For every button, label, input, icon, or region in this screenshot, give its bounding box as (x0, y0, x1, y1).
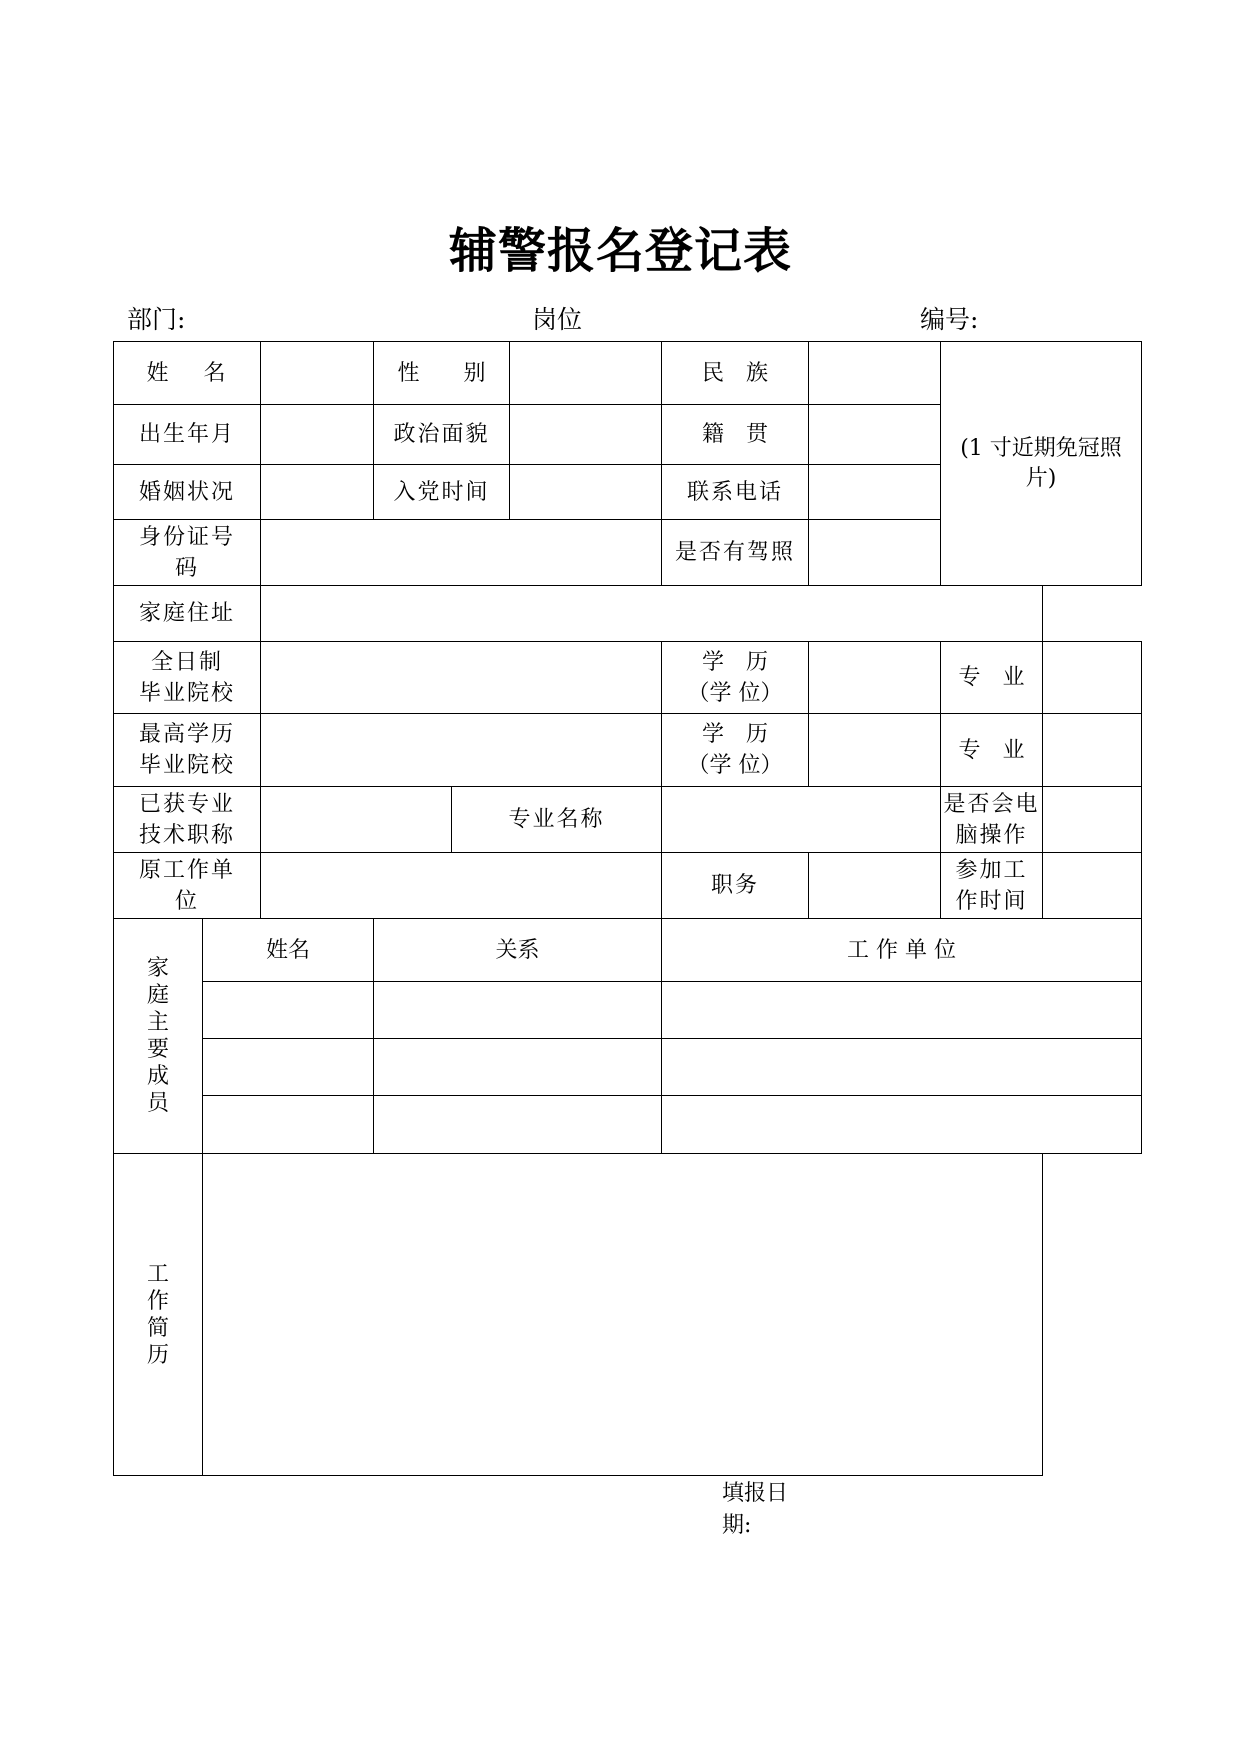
tech-title-label: 已获专业 技术职称 (138, 791, 235, 848)
photo-hint: (1 寸近期免冠照片) (960, 435, 1122, 491)
major-name-value[interactable] (662, 787, 941, 853)
row-fulltime-edu (114, 642, 1142, 714)
prev-unit-value[interactable] (261, 853, 662, 919)
resume-value[interactable] (203, 1154, 1043, 1476)
family-row (114, 1039, 1142, 1096)
highest-school-label: 最高学历 毕业院校 (138, 722, 235, 778)
family-section-label-cell (114, 919, 203, 1154)
gender-value[interactable] (510, 342, 662, 405)
resume-label-cell (114, 1154, 203, 1476)
position-value[interactable] (809, 853, 941, 919)
work-start-value[interactable] (1043, 853, 1142, 919)
family-relation-cell[interactable] (374, 1039, 662, 1096)
phone-value[interactable] (809, 465, 941, 520)
phone-label: 联系电话 (687, 479, 784, 505)
birth-value[interactable] (261, 405, 374, 465)
position-label: 职务 (711, 873, 760, 898)
major-name-label: 专业名称 (508, 807, 605, 832)
major-value[interactable] (1043, 642, 1142, 714)
resume-row (114, 1154, 1142, 1476)
highest-school-value[interactable] (261, 714, 662, 787)
family-name-cell[interactable] (203, 1039, 374, 1096)
ethnicity-value[interactable] (809, 342, 941, 405)
computer-value[interactable] (1043, 787, 1142, 853)
department-label: 部门: (127, 305, 186, 334)
post-label: 岗位 (532, 305, 583, 334)
family-unit-cell[interactable] (662, 1039, 1142, 1096)
row-prev-work (114, 853, 1142, 919)
native-label: 籍 贯 (702, 422, 769, 447)
family-relation-cell[interactable] (374, 982, 662, 1039)
degree-value[interactable] (809, 642, 941, 714)
id-number-label: 身份证号 码 (138, 524, 235, 581)
family-row (114, 1096, 1142, 1154)
family-unit-cell[interactable] (662, 982, 1142, 1039)
highest-major-label: 专 业 (958, 737, 1025, 763)
name-value[interactable] (261, 342, 374, 405)
fulltime-school-value[interactable] (261, 642, 662, 714)
political-value[interactable] (510, 405, 662, 465)
ethnicity-label: 民 族 (702, 360, 769, 386)
fill-date-label: 填报日 期: (722, 1481, 789, 1538)
work-start-label: 参加工 作时间 (955, 857, 1028, 914)
degree-label: 学 历 （学 位） (687, 649, 783, 706)
birth-label: 出生年月 (138, 422, 235, 447)
number-label: 编号: (920, 305, 979, 334)
form-title: 辅警报名登记表 (448, 223, 792, 279)
registration-table (113, 341, 1142, 1476)
political-label: 政治面貌 (393, 422, 490, 447)
family-relation-cell[interactable] (374, 1096, 662, 1154)
license-label: 是否有驾照 (675, 540, 796, 565)
party-date-value[interactable] (510, 465, 662, 520)
row-address (114, 586, 1142, 642)
row-name (114, 342, 1142, 405)
license-value[interactable] (809, 520, 941, 586)
photo-cell (941, 342, 1142, 586)
resume-label: 工作简历 (146, 1261, 169, 1368)
marital-label: 婚姻状况 (138, 479, 235, 505)
major-label: 专 业 (958, 665, 1025, 690)
party-date-label: 入党时间 (393, 479, 490, 505)
address-value[interactable] (261, 586, 1043, 642)
family-unit-header: 工 作 单 位 (847, 937, 956, 963)
id-number-value[interactable] (261, 520, 662, 586)
name-label: 姓 名 (146, 360, 228, 386)
family-unit-cell[interactable] (662, 1096, 1142, 1154)
family-relation-header: 关系 (495, 937, 540, 963)
tech-title-value[interactable] (261, 787, 452, 853)
family-label: 家庭主要成员 (146, 956, 169, 1116)
highest-major-value[interactable] (1043, 714, 1142, 787)
marital-value[interactable] (261, 465, 374, 520)
highest-degree-label: 学 历 （学 位） (687, 722, 783, 778)
family-header-row (114, 919, 1142, 982)
family-name-header: 姓名 (265, 937, 310, 963)
row-tech-title (114, 787, 1142, 853)
row-highest-edu (114, 714, 1142, 787)
fulltime-school-label: 全日制 毕业院校 (138, 649, 235, 706)
computer-label: 是否会电 脑操作 (943, 791, 1040, 848)
family-name-cell[interactable] (203, 1096, 374, 1154)
address-label: 家庭住址 (138, 601, 235, 626)
gender-label: 性 别 (397, 360, 486, 386)
native-value[interactable] (809, 405, 941, 465)
family-row (114, 982, 1142, 1039)
prev-unit-label: 原工作单 位 (138, 857, 235, 914)
family-name-cell[interactable] (203, 982, 374, 1039)
highest-degree-value[interactable] (809, 714, 941, 787)
